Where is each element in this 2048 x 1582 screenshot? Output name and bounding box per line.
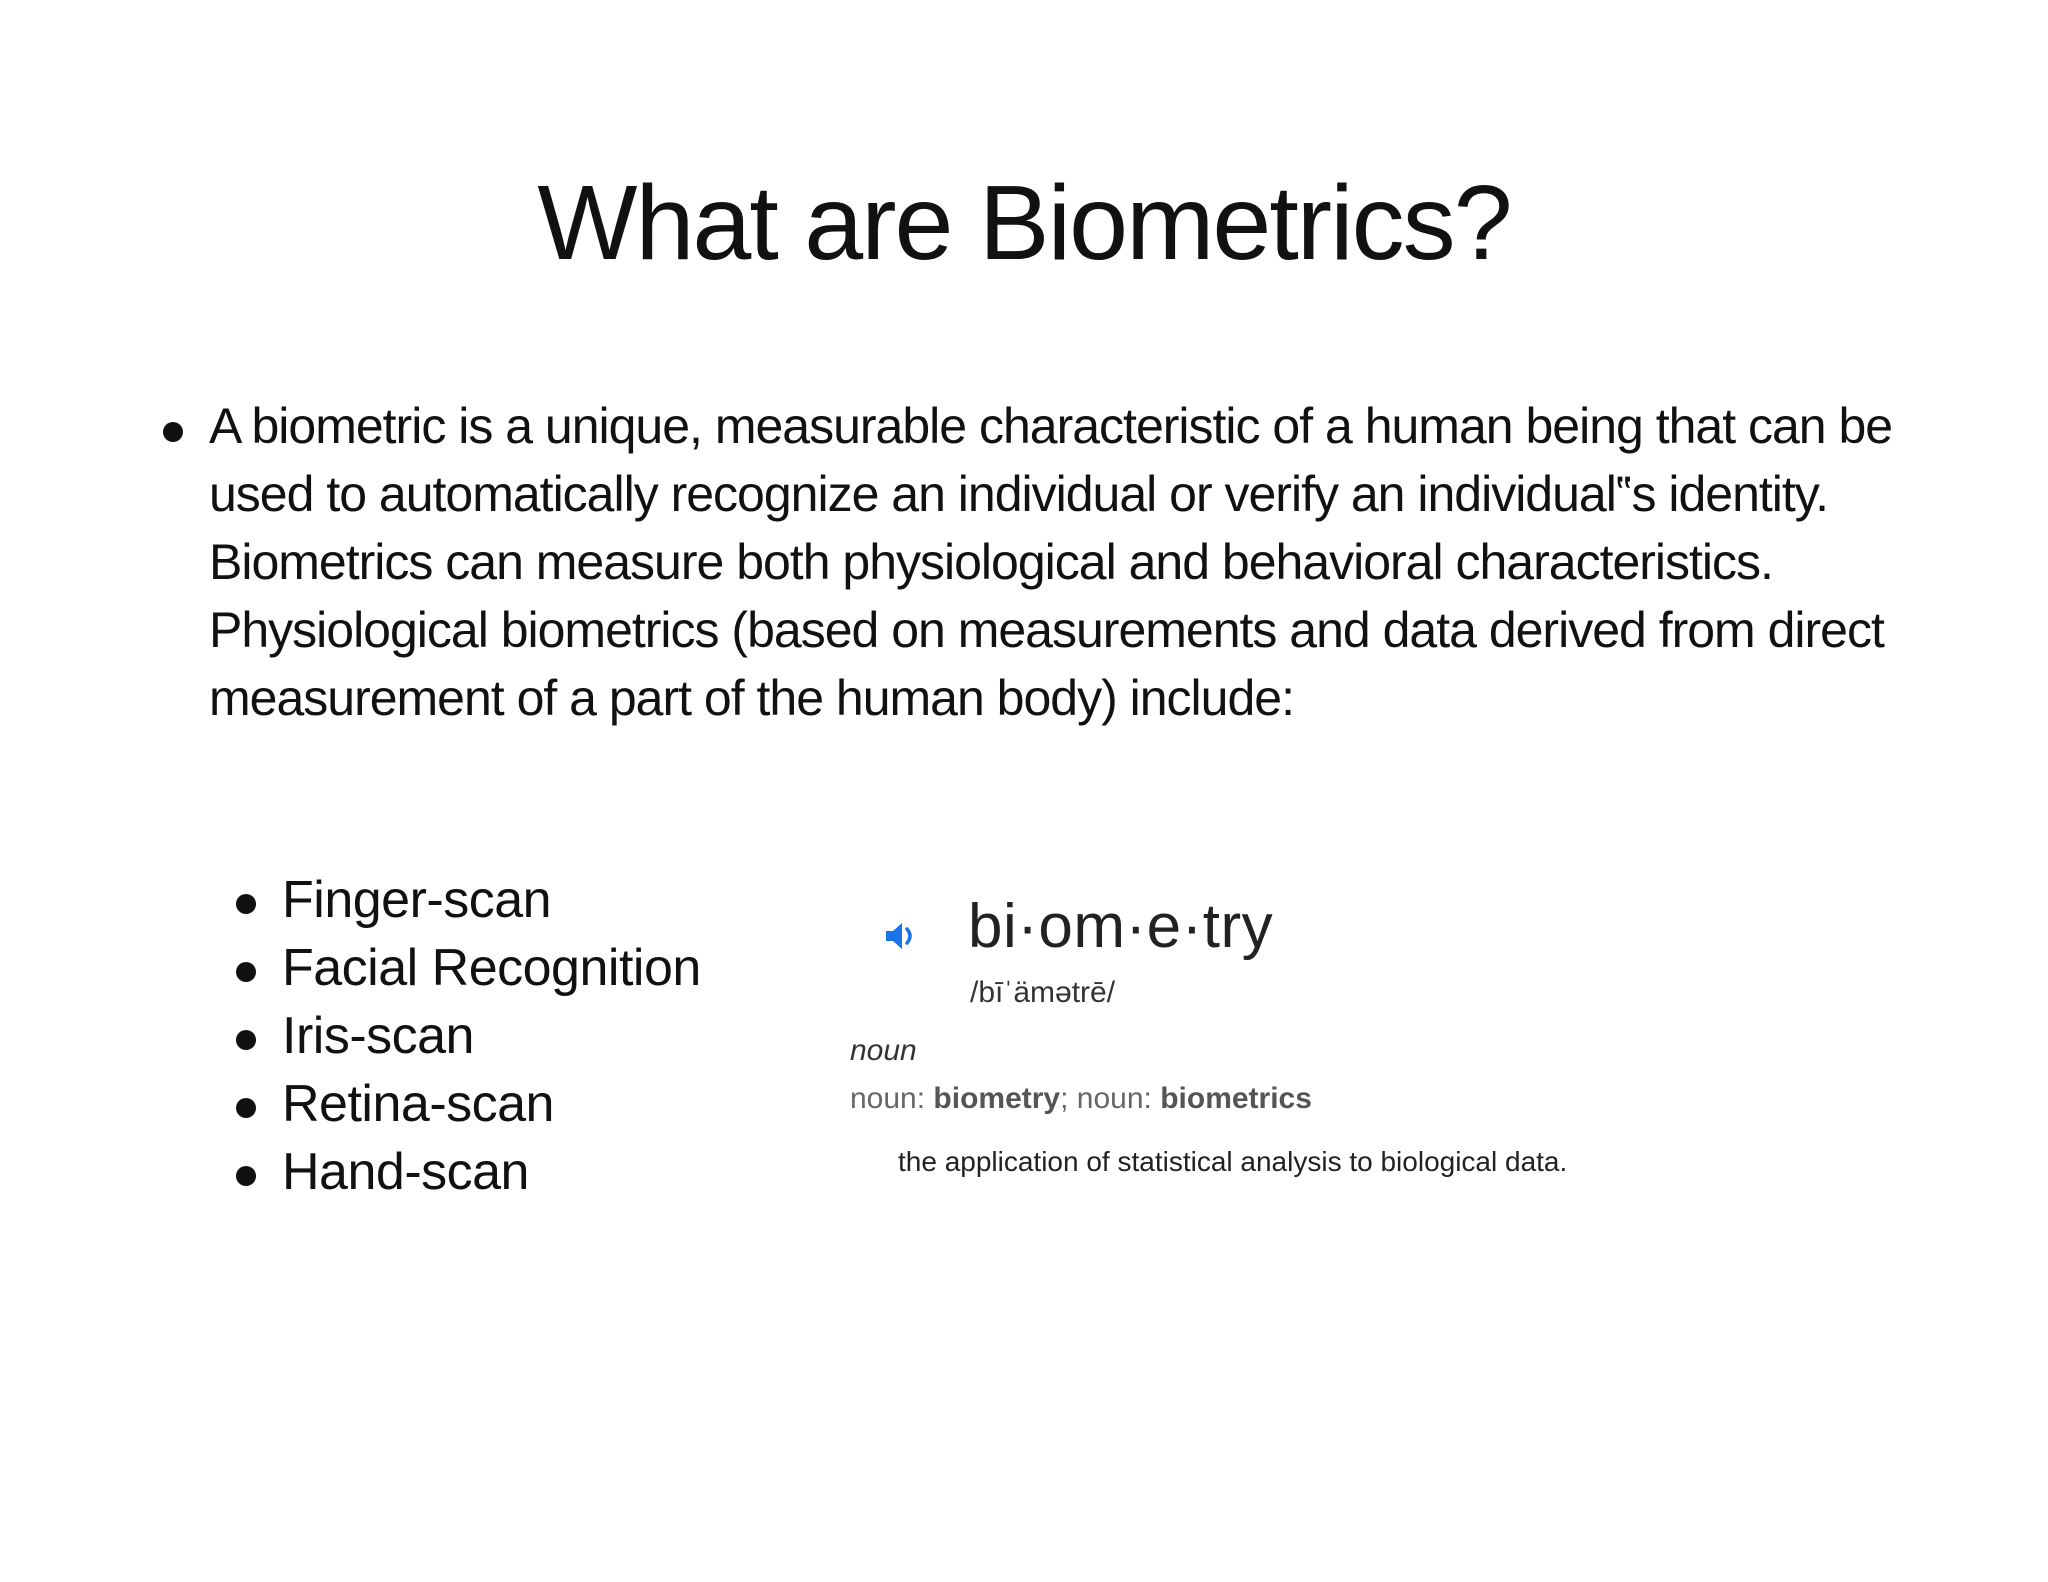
- list-item: [236, 934, 701, 1002]
- bullet-icon: [236, 894, 256, 914]
- form-biometrics: biometrics: [1160, 1082, 1312, 1115]
- list-item: [236, 1138, 701, 1206]
- biometric-type-list: [236, 866, 701, 1206]
- dictionary-definition: [850, 890, 1750, 1210]
- list-item: [236, 1002, 701, 1070]
- list-item-label: Iris-scan: [282, 1007, 474, 1065]
- bullet-icon: [236, 962, 256, 982]
- list-item-label: Hand-scan: [282, 1143, 529, 1201]
- list-item-label: Facial Recognition: [282, 939, 701, 997]
- word-forms: [850, 1082, 1312, 1116]
- forms-prefix: noun:: [850, 1082, 934, 1115]
- main-bullet-text: A biometric is a unique, measurable characteristic of a human being that can be used to automatically recognize an individual or verify an individual‟s identity. Biometrics can measure both physiological and behavioral characteristics. Physiological biometrics (based on measurements and data derived from direct measurement of a part of the human body) include:: [209, 398, 1893, 726]
- part-of-speech: noun: [850, 1034, 917, 1067]
- speaker-icon: [882, 916, 922, 956]
- main-bullet: [163, 392, 1923, 732]
- definition-text: the application of statistical analysis to biological data.: [898, 1146, 1568, 1177]
- forms-separator: ; noun:: [1060, 1082, 1161, 1115]
- bullet-icon: [236, 1098, 256, 1118]
- bullet-icon: [236, 1030, 256, 1050]
- page-title: What are Biometrics?: [537, 164, 1511, 282]
- dictionary-word: bi·om·e·try: [968, 892, 1274, 961]
- bullet-icon: [163, 422, 183, 442]
- pronunciation: /bīˈämətrē/: [970, 976, 1116, 1009]
- form-biometry: biometry: [933, 1082, 1061, 1115]
- list-item: [236, 1070, 701, 1138]
- bullet-icon: [236, 1166, 256, 1186]
- list-item-label: Retina-scan: [282, 1075, 554, 1133]
- list-item-label: Finger-scan: [282, 871, 552, 929]
- list-item: [236, 866, 701, 934]
